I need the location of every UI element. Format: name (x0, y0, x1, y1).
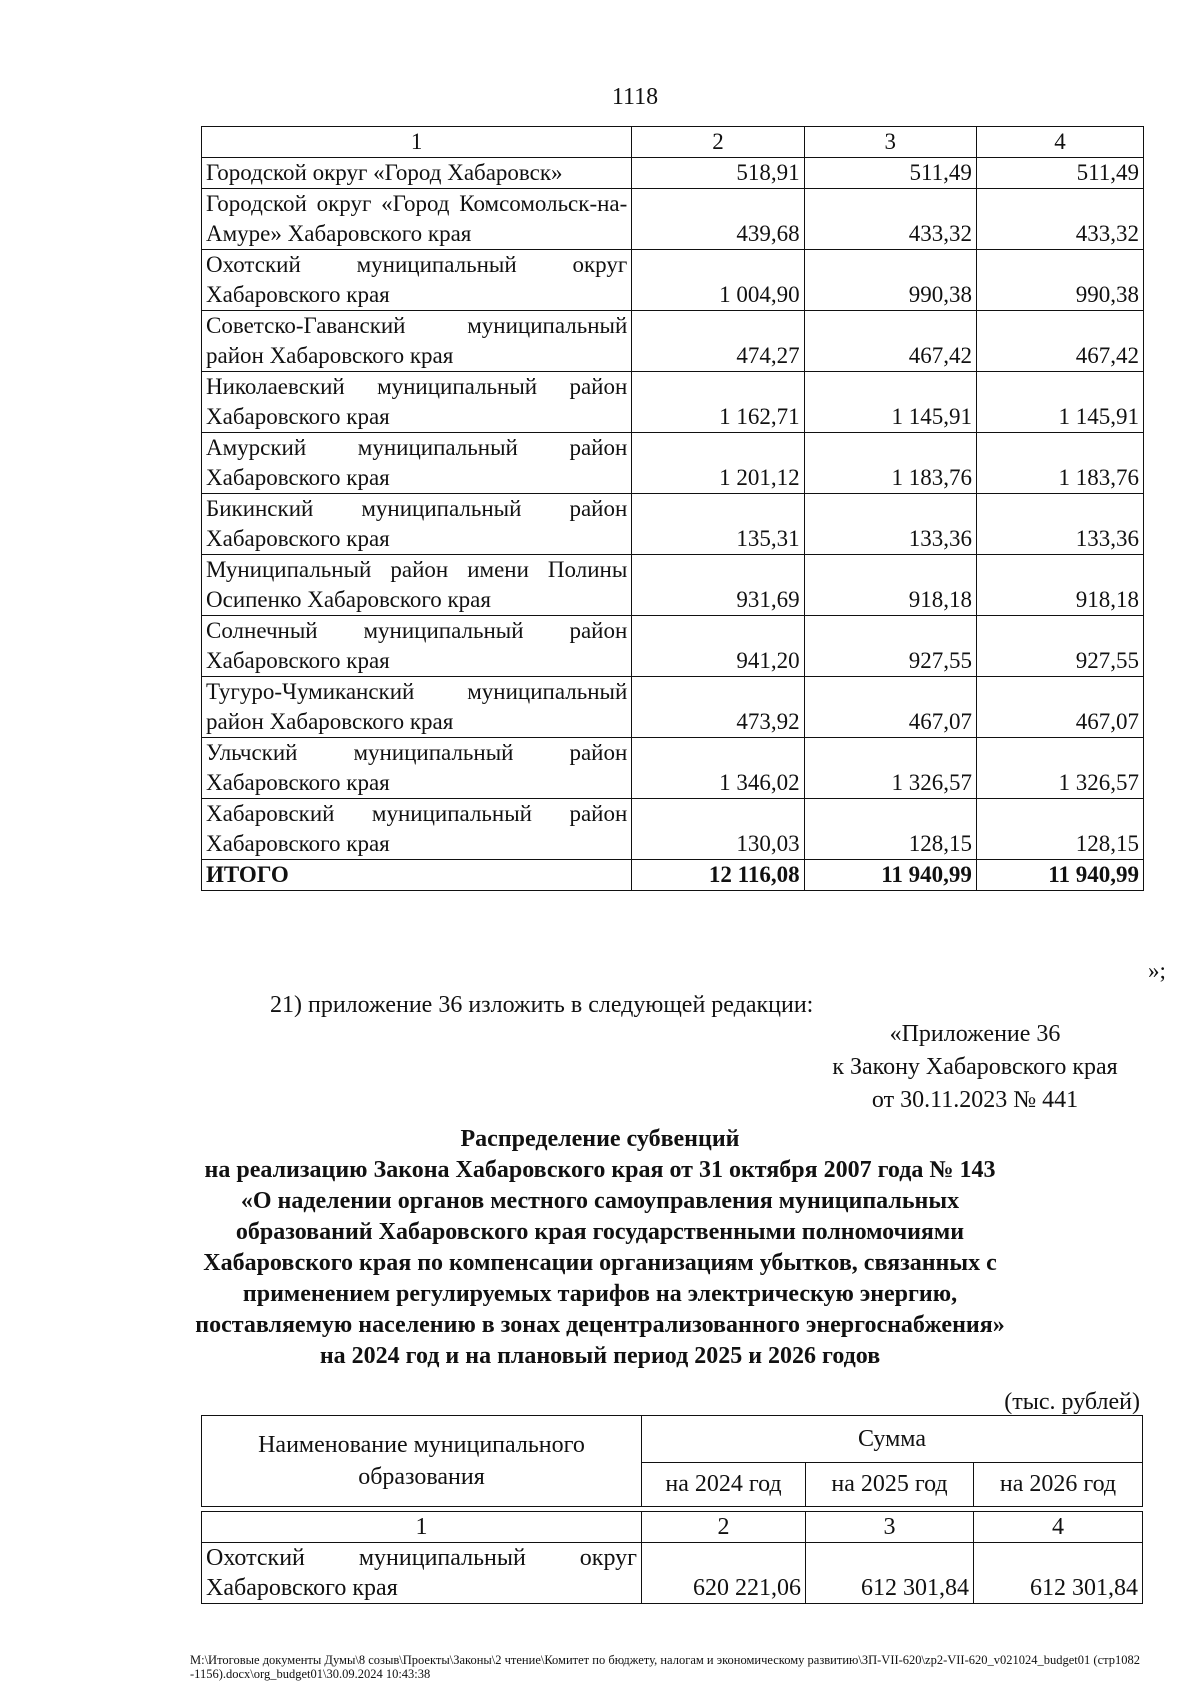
header-municipality: Наименование муниципального образования (202, 1416, 642, 1507)
subsidy-table-continued (201, 126, 1144, 891)
column-number: 3 (804, 127, 976, 158)
value-2024-cell: 1 004,90 (632, 250, 804, 311)
value-2024-cell: 135,31 (632, 494, 804, 555)
value-2025-cell: 467,42 (804, 311, 976, 372)
table-row (202, 555, 1144, 616)
value-2025-cell: 612 301,84 (806, 1543, 974, 1604)
table-row (202, 616, 1144, 677)
municipality-name-cell: Городской округ «Город Комсомольск-на-Амуре» Хабаровского края (202, 189, 632, 250)
value-2025-cell: 133,36 (804, 494, 976, 555)
appendix-line: от 30.11.2023 № 441 (871, 1087, 1079, 1113)
table-row (202, 189, 1144, 250)
heading-line: применением регулируемых тарифов на электрическую энергию, (242, 1281, 958, 1307)
value-2026-cell: 927,55 (976, 616, 1143, 677)
value-2024-cell: 620 221,06 (642, 1543, 806, 1604)
value-2024-cell: 1 346,02 (632, 738, 804, 799)
municipality-name-cell: Николаевский муниципальный район Хабаровского края (202, 372, 632, 433)
value-2024-cell: 130,03 (632, 799, 804, 860)
value-2024-cell: 518,91 (632, 158, 804, 189)
municipality-name-cell: Хабаровский муниципальный район Хабаровского края (202, 799, 632, 860)
value-2026-cell: 1 326,57 (976, 738, 1143, 799)
heading-line: на реализацию Закона Хабаровского края от 31 октября 2007 года № 143 (204, 1157, 996, 1183)
table-row (202, 311, 1144, 372)
value-2026-cell: 990,38 (976, 250, 1143, 311)
value-2025-cell: 1 326,57 (804, 738, 976, 799)
value-2025-cell: 1 145,91 (804, 372, 976, 433)
table-row (202, 494, 1144, 555)
heading-line: поставляемую населению в зонах децентрализованного энергоснабжения» (195, 1312, 1005, 1338)
municipality-name-cell: Тугуро-Чумиканский муниципальный район Хабаровского края (202, 677, 632, 738)
column-number: 4 (974, 1512, 1143, 1543)
total-row (202, 860, 1144, 891)
column-number: 1 (202, 1512, 642, 1543)
value-2025-cell: 1 183,76 (804, 433, 976, 494)
value-2026-cell: 612 301,84 (974, 1543, 1143, 1604)
document-heading (150, 1124, 1050, 1372)
appendix-caption (800, 1018, 1150, 1117)
table-row (202, 1543, 1143, 1604)
value-2025-cell: 918,18 (804, 555, 976, 616)
municipality-name-cell: Охотский муниципальный округ Хабаровского края (202, 1543, 642, 1604)
header-year: на 2024 год (642, 1462, 806, 1506)
municipality-name-cell: Солнечный муниципальный район Хабаровского края (202, 616, 632, 677)
municipality-name-cell: Советско-Гаванский муниципальный район Хабаровского края (202, 311, 632, 372)
heading-line: Хабаровского края по компенсации организациям убытков, связанных с (203, 1250, 997, 1276)
header-year: на 2025 год (806, 1462, 974, 1506)
value-2026-cell: 467,07 (976, 677, 1143, 738)
column-number: 3 (806, 1512, 974, 1543)
value-2024-cell: 1 162,71 (632, 372, 804, 433)
value-2026-cell: 467,42 (976, 311, 1143, 372)
value-2024-cell: 1 201,12 (632, 433, 804, 494)
page-number: 1118 (611, 84, 659, 110)
value-2026-cell: 1 183,76 (976, 433, 1143, 494)
value-2024-cell: 931,69 (632, 555, 804, 616)
table-row (202, 677, 1144, 738)
heading-line: образований Хабаровского края государственными полномочиями (235, 1219, 965, 1245)
header-year: на 2026 год (974, 1462, 1143, 1506)
column-number-row (202, 1512, 1143, 1543)
municipality-name-cell: Бикинский муниципальный район Хабаровского края (202, 494, 632, 555)
table-header-row (202, 1416, 1143, 1463)
value-2025-cell: 990,38 (804, 250, 976, 311)
appendix-line: к Закону Хабаровского края (832, 1054, 1118, 1080)
value-2024-cell: 473,92 (632, 677, 804, 738)
value-2025-cell: 511,49 (804, 158, 976, 189)
municipality-name-cell: ИТОГО (202, 860, 632, 891)
value-2025-cell: 927,55 (804, 616, 976, 677)
column-number: 2 (632, 127, 804, 158)
value-2025-cell: 11 940,99 (804, 860, 976, 891)
file-path-footer: М:\Итоговые документы Думы\8 созыв\Проекты\Законы\2 чтение\Комитет по бюджету, налогам и экономическому развитию\ЗП-VII-620\zp2-VII-620_v021024_budget01 (стр1082-1156).docx\org_budget01\30.09.2024 10:43:38 (190, 1653, 1140, 1681)
municipality-name-cell: Городской округ «Город Хабаровск» (202, 158, 632, 189)
amendment-instruction: 21) приложение 36 изложить в следующей редакции: (270, 992, 814, 1018)
value-2026-cell: 133,36 (976, 494, 1143, 555)
column-number: 1 (202, 127, 632, 158)
value-2026-cell: 511,49 (976, 158, 1143, 189)
value-2024-cell: 439,68 (632, 189, 804, 250)
column-number: 2 (642, 1512, 806, 1543)
closing-quote: »; (1148, 958, 1166, 983)
heading-line: Распределение субвенций (460, 1126, 740, 1152)
value-2025-cell: 467,07 (804, 677, 976, 738)
header-sum: Сумма (642, 1416, 1143, 1463)
value-2026-cell: 433,32 (976, 189, 1143, 250)
table-row (202, 433, 1144, 494)
column-number: 4 (976, 127, 1143, 158)
value-2024-cell: 474,27 (632, 311, 804, 372)
value-2026-cell: 128,15 (976, 799, 1143, 860)
table-row (202, 158, 1144, 189)
heading-line: на 2024 год и на плановый период 2025 и 2026 годов (319, 1343, 881, 1369)
appendix-line: «Приложение 36 (889, 1021, 1061, 1047)
value-2024-cell: 12 116,08 (632, 860, 804, 891)
value-2026-cell: 1 145,91 (976, 372, 1143, 433)
municipality-name-cell: Охотский муниципальный округ Хабаровского края (202, 250, 632, 311)
table-row (202, 372, 1144, 433)
value-2025-cell: 128,15 (804, 799, 976, 860)
municipality-name-cell: Амурский муниципальный район Хабаровского края (202, 433, 632, 494)
value-2026-cell: 918,18 (976, 555, 1143, 616)
value-2026-cell: 11 940,99 (976, 860, 1143, 891)
value-2025-cell: 433,32 (804, 189, 976, 250)
heading-line: «О наделении органов местного самоуправления муниципальных (240, 1188, 960, 1214)
column-number-row (202, 127, 1144, 158)
municipality-name-cell: Муниципальный район имени Полины Осипенко Хабаровского края (202, 555, 632, 616)
unit-label: (тыс. рублей) (1004, 1389, 1140, 1415)
subsidy-table-new (201, 1415, 1143, 1604)
municipality-name-cell: Ульчский муниципальный район Хабаровского края (202, 738, 632, 799)
value-2024-cell: 941,20 (632, 616, 804, 677)
table-row (202, 250, 1144, 311)
table-row (202, 738, 1144, 799)
table-row (202, 799, 1144, 860)
